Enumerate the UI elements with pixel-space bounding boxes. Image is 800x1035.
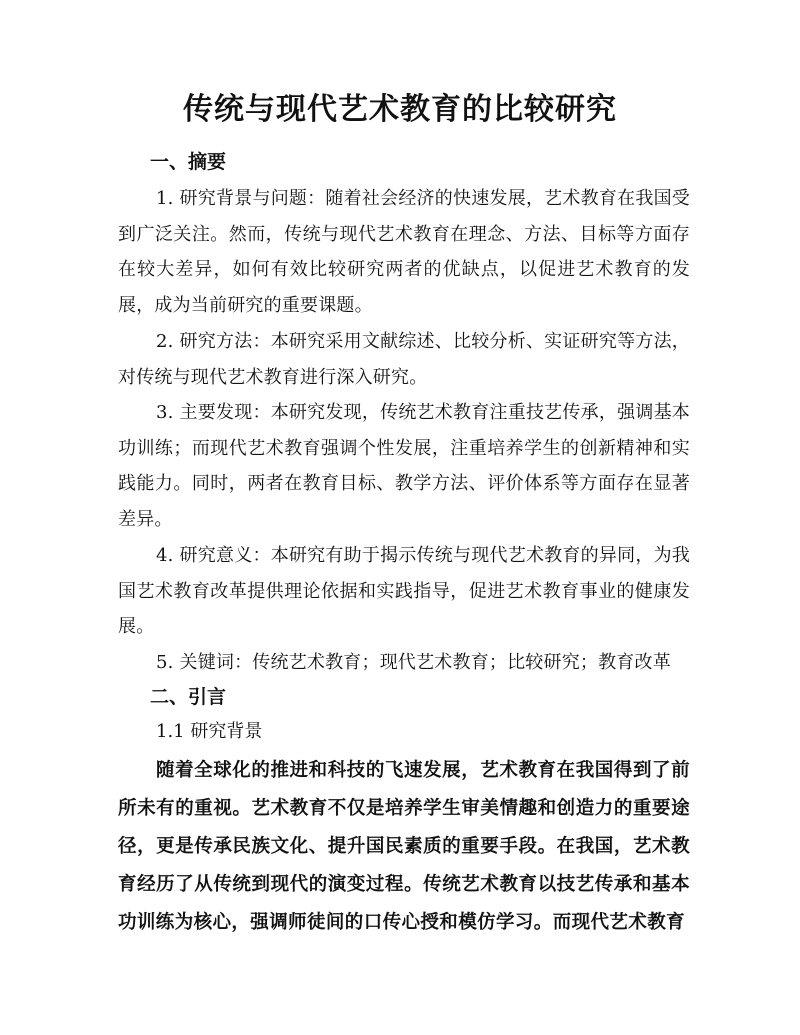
intro-heading: 二、引言 bbox=[150, 686, 227, 708]
abstract-item-1: 1. 研究背景与问题：随着社会经济的快速发展，艺术教育在我国受到广泛关注。然而，传统与现代艺术教育在理念、方法、目标等方面存在较大差异，如何有效比较研究两者的优缺点，以促进艺术教育的发展，成为当前研究的重要课题。 bbox=[118, 188, 690, 316]
background-paragraph: 随着全球化的推进和科技的飞速发展，艺术教育在我国得到了前所未有的重视。艺术教育不仅是培养学生审美情趣和创造力的重要途径，更是传承民族文化、提升国民素质的重要手段。在我国，艺术教育经历了从传统到现代的演变过程。传统艺术教育以技艺传承和基本功训练为核心，强调师徒间的口传心授和模仿学习。而现代艺术教育 bbox=[118, 760, 690, 933]
abstract-item-2: 2. 研究方法：本研究采用文献综述、比较分析、实证研究等方法，对传统与现代艺术教育进行深入研究。 bbox=[118, 331, 690, 388]
abstract-item-3: 3. 主要发现：本研究发现，传统艺术教育注重技艺传承，强调基本功训练；而现代艺术教育强调个性发展，注重培养学生的创新精神和实践能力。同时，两者在教育目标、教学方法、评价体系等方面存在显著差异。 bbox=[118, 402, 690, 530]
abstract-heading: 一、摘要 bbox=[150, 151, 227, 173]
document-title: 传统与现代艺术教育的比较研究 bbox=[183, 92, 617, 127]
abstract-item-5-keywords: 5. 关键词：传统艺术教育；现代艺术教育；比较研究；教育改革 bbox=[156, 652, 671, 673]
background-subheading: 1.1 研究背景 bbox=[156, 721, 263, 742]
abstract-item-4: 4. 研究意义：本研究有助于揭示传统与现代艺术教育的异同，为我国艺术教育改革提供理论依据和实践指导，促进艺术教育事业的健康发展。 bbox=[118, 545, 690, 637]
